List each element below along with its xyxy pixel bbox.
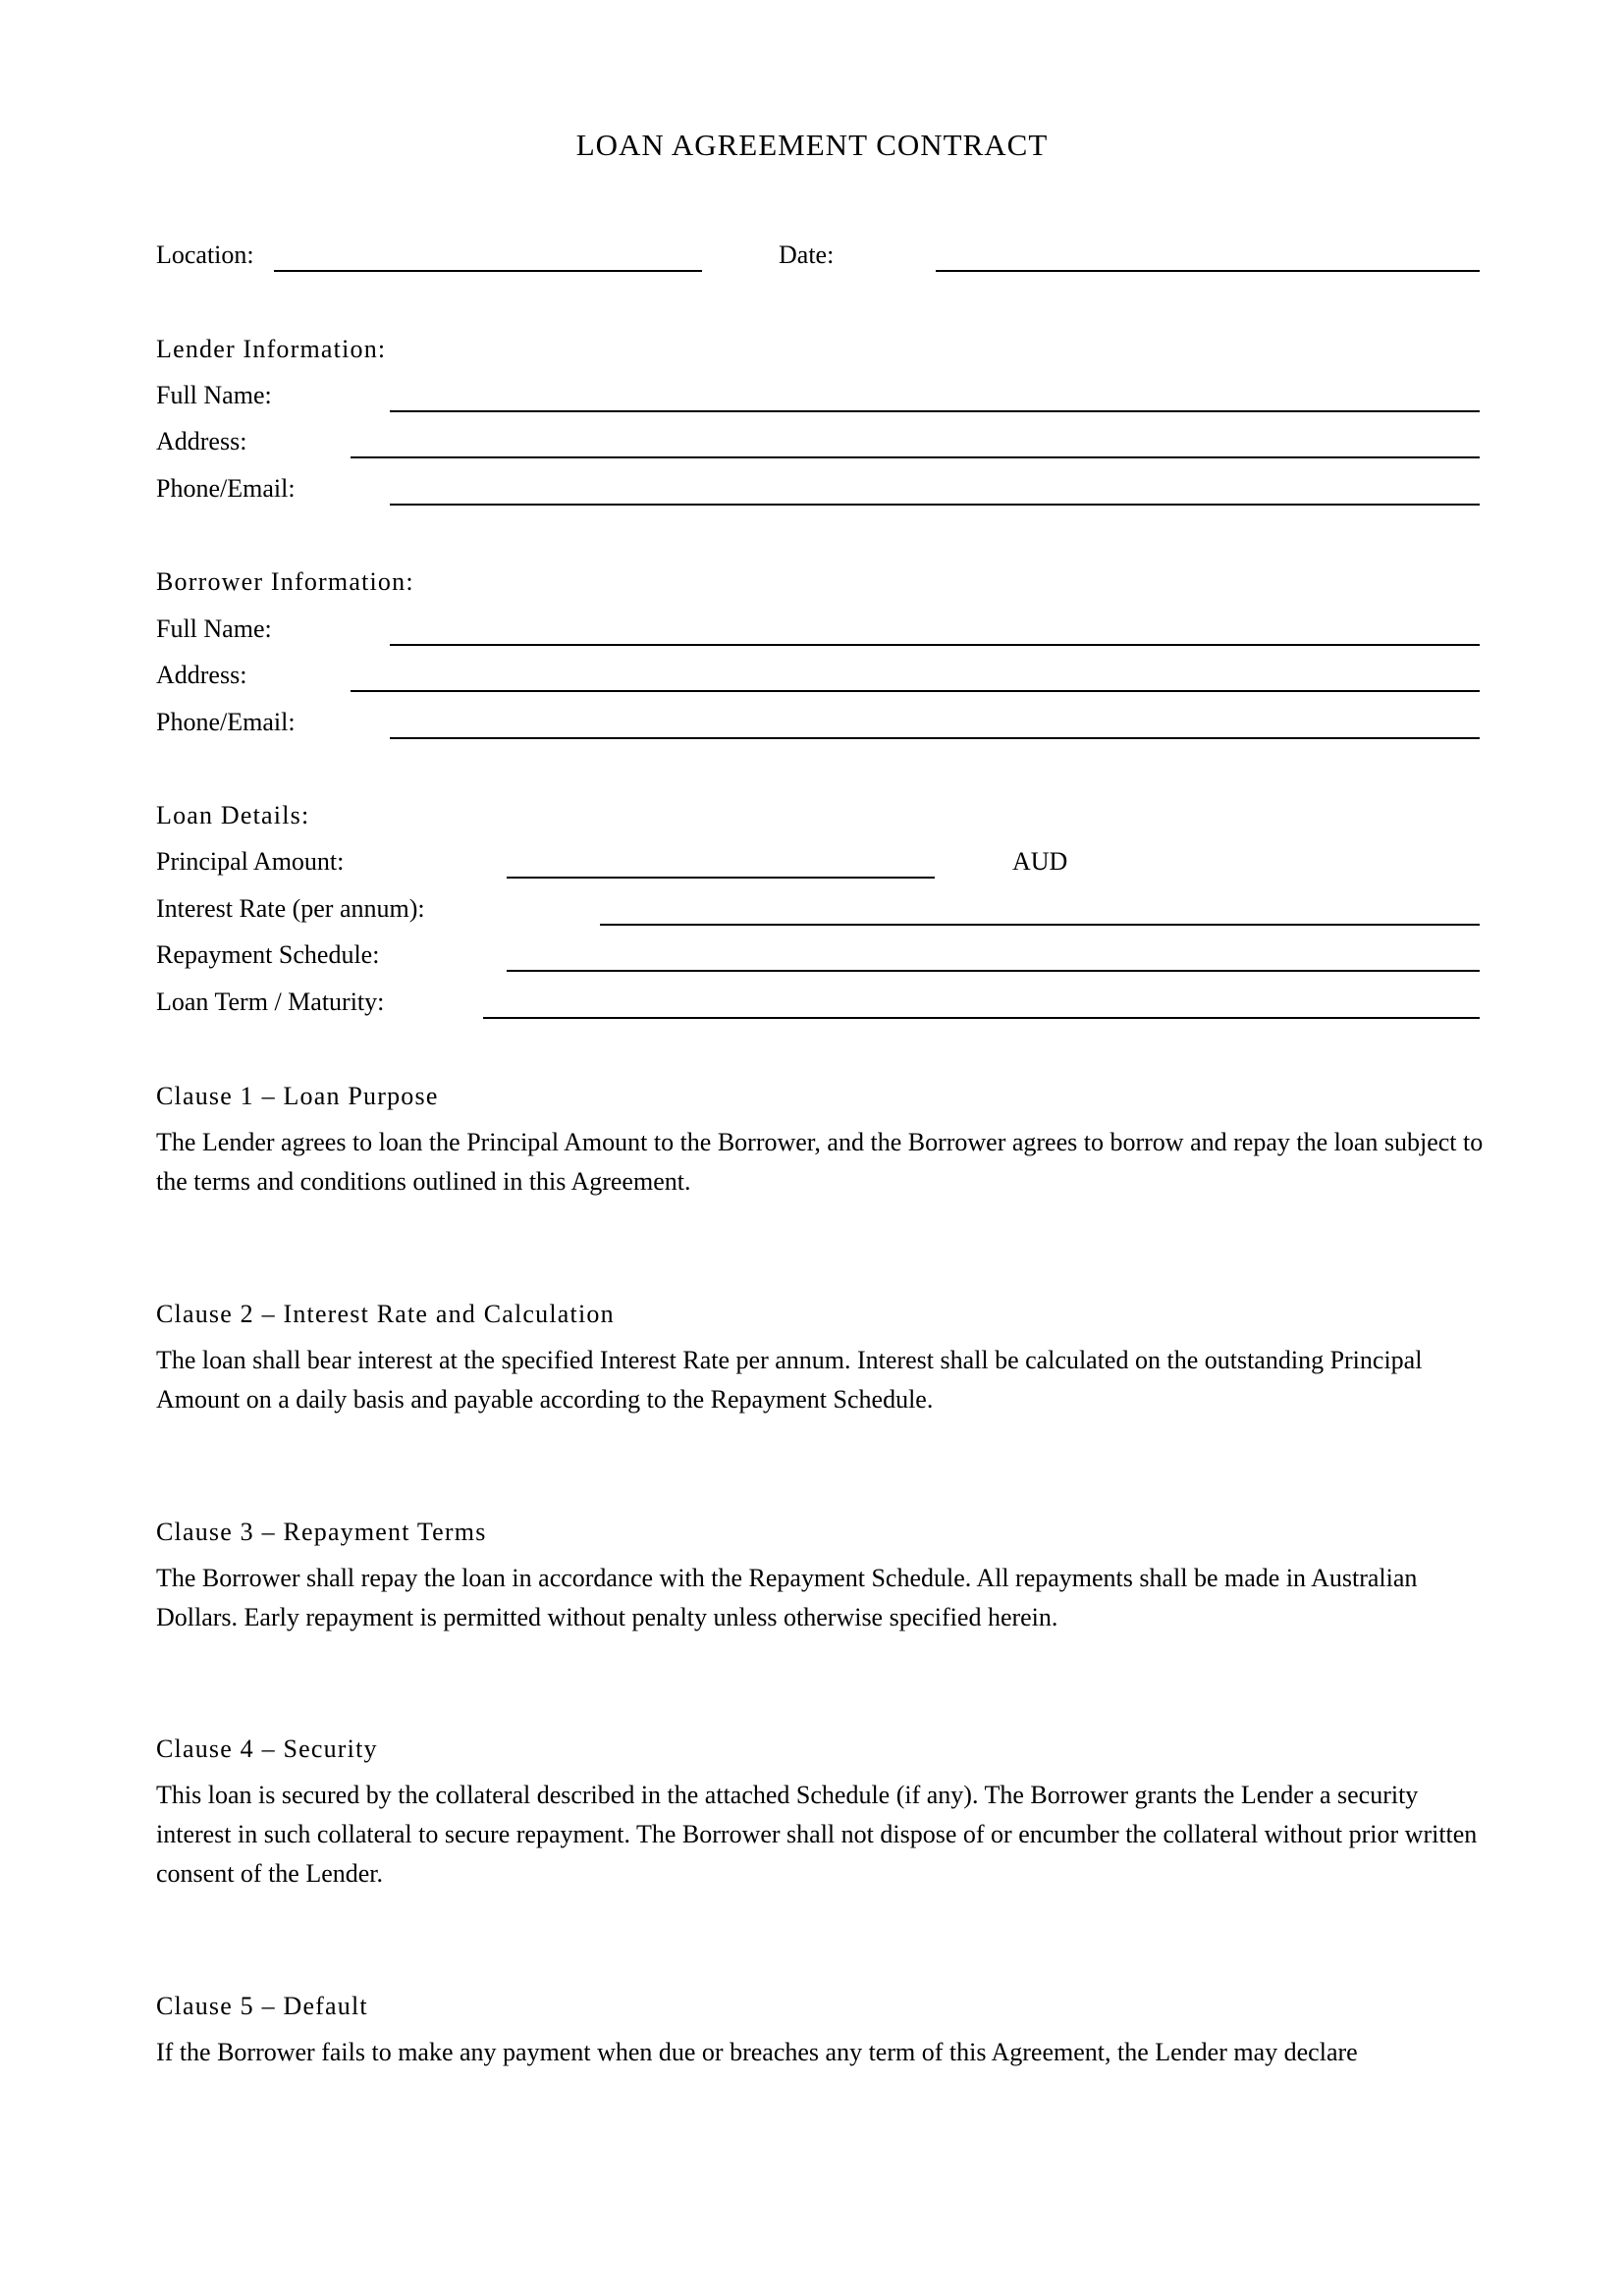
repayment-schedule-field[interactable]: [507, 970, 1480, 972]
clause-2-text: The loan shall bear interest at the specified Interest Rate per annum. Interest shall be calculated on the outstanding Principal Amount on a daily basis and payable according to the Repayment Schedule.: [156, 1346, 1423, 1414]
location-field[interactable]: [274, 270, 702, 272]
borrower-full-name-label: Full Name:: [156, 614, 272, 643]
principal-amount-field[interactable]: [507, 877, 935, 879]
repayment-schedule-label: Repayment Schedule:: [156, 940, 380, 969]
lender-heading: Lender Information:: [156, 335, 387, 363]
clause-1-text: The Lender agrees to loan the Principal Amount to the Borrower, and the Borrower agrees to borrow and repay the loan subject to the terms and conditions outlined in this Agreement.: [156, 1128, 1484, 1196]
borrower-address-field[interactable]: [351, 690, 1480, 692]
lender-phone-email-label: Phone/Email:: [156, 474, 296, 503]
interest-rate-label: Interest Rate (per annum):: [156, 894, 425, 923]
clause-2-heading: Clause 2 – Interest Rate and Calculation: [156, 1300, 615, 1328]
borrower-phone-email-field[interactable]: [390, 737, 1480, 739]
date-field[interactable]: [936, 270, 1480, 272]
lender-full-name-field[interactable]: [390, 410, 1480, 412]
clause-4-heading: Clause 4 – Security: [156, 1735, 378, 1763]
currency-label: AUD: [1012, 847, 1068, 876]
borrower-heading: Borrower Information:: [156, 567, 414, 596]
date-label: Date:: [779, 240, 835, 269]
clause-5-heading: Clause 5 – Default: [156, 1992, 368, 2020]
interest-rate-field[interactable]: [600, 924, 1480, 926]
loan-term-label: Loan Term / Maturity:: [156, 988, 385, 1016]
clause-3-text: The Borrower shall repay the loan in accordance with the Repayment Schedule. All repayments shall be made in Australian Dollars. Early repayment is permitted without penalty unless otherwise specified herein.: [156, 1564, 1418, 1631]
clause-4-text: This loan is secured by the collateral described in the attached Schedule (if any). The Borrower grants the Lender a security interest in such collateral to secure repayment. The Borrower shall not dispose of or encumber the collateral without prior written consent of the Lender.: [156, 1781, 1478, 1888]
clause-1-heading: Clause 1 – Loan Purpose: [156, 1082, 439, 1110]
document-title: LOAN AGREEMENT CONTRACT: [575, 128, 1049, 162]
location-label: Location:: [156, 240, 254, 269]
loan-term-field[interactable]: [483, 1017, 1480, 1019]
lender-address-field[interactable]: [351, 456, 1480, 458]
lender-address-label: Address:: [156, 427, 247, 455]
principal-amount-label: Principal Amount:: [156, 847, 345, 876]
lender-full-name-label: Full Name:: [156, 381, 272, 409]
clause-3-heading: Clause 3 – Repayment Terms: [156, 1518, 487, 1546]
borrower-full-name-field[interactable]: [390, 644, 1480, 646]
lender-phone-email-field[interactable]: [390, 504, 1480, 506]
loan-details-heading: Loan Details:: [156, 801, 310, 829]
borrower-phone-email-label: Phone/Email:: [156, 708, 296, 736]
borrower-address-label: Address:: [156, 661, 247, 689]
clause-5-text: If the Borrower fails to make any payment when due or breaches any term of this Agreement, the Lender may declare: [156, 2038, 1358, 2066]
